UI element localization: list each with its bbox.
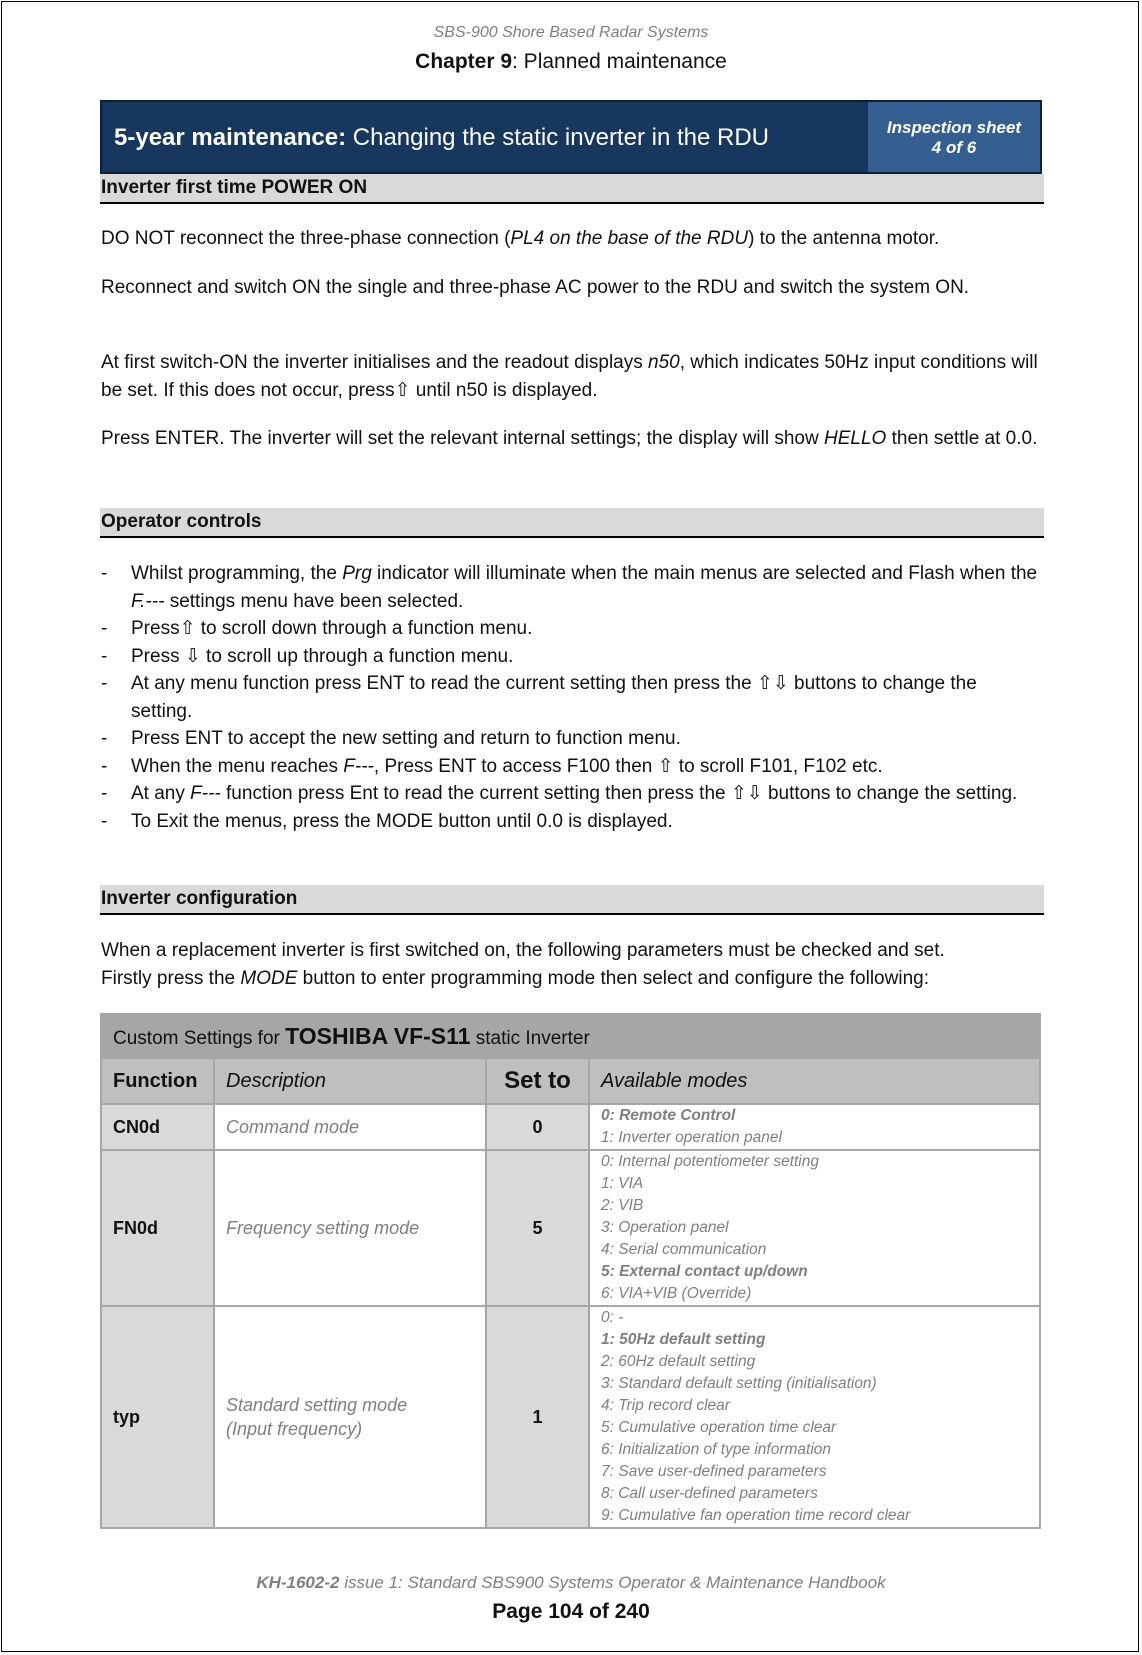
list-dash: - (101, 728, 108, 749)
list-item (101, 643, 1041, 671)
description-line: Standard setting mode (226, 1395, 408, 1415)
mode-option: 6: Initialization of type information (601, 1441, 832, 1458)
table-row (101, 1104, 1040, 1150)
title-banner (100, 100, 1042, 174)
paragraph-first-switch-on (101, 349, 1041, 405)
mode-option: 1: Inverter operation panel (601, 1129, 782, 1146)
text-segment: At any (131, 783, 191, 804)
cell-description: Command mode (214, 1104, 486, 1150)
cell-available-modes (589, 1306, 1040, 1528)
cell-description (214, 1306, 486, 1528)
text-italic: n50 (648, 352, 680, 373)
cell-set-to: 0 (486, 1104, 589, 1150)
text-segment: Whilst programming, the (131, 563, 343, 584)
text-segment: Press ENT to accept the new setting and return to function menu. (131, 728, 681, 749)
text-segment: indicator will illuminate when the main menus are selected and Flash when the (371, 563, 1038, 584)
section-heading-inverter-configuration: Inverter configuration (100, 885, 1044, 915)
column-header-description: Description (214, 1058, 486, 1104)
section-heading-power-on: Inverter first time POWER ON (100, 174, 1044, 204)
text-segment: At any menu function press ENT to read the current setting then press the ⇧⇩ buttons to change the setting. (131, 673, 977, 722)
text-line: When a replacement inverter is first switched on, the following parameters must be checked and set. (101, 940, 945, 961)
list-item (101, 753, 1041, 781)
inspection-sheet-label: Inspection sheet (886, 118, 1022, 137)
mode-option: 1: VIA (601, 1175, 644, 1192)
column-header-available-modes: Available modes (589, 1058, 1040, 1104)
mode-option: 4: Trip record clear (601, 1397, 730, 1414)
mode-option-selected: 1: 50Hz default setting (601, 1331, 766, 1348)
mode-option: 0: - (601, 1309, 624, 1326)
list-dash: - (101, 645, 108, 667)
footer-page-number: Page 104 of 240 (492, 1600, 650, 1623)
table-row (101, 1306, 1040, 1528)
mode-option: 5: Cumulative operation time clear (601, 1419, 837, 1436)
text-italic: PL4 on the base of the RDU (510, 228, 749, 249)
mode-option: 0: Internal potentiometer setting (601, 1153, 819, 1170)
text-italic: F--- (190, 783, 221, 804)
table-row (101, 1150, 1040, 1306)
footer-doc-number: KH-1602-2 (256, 1573, 340, 1592)
section-heading-operator-controls: Operator controls (100, 508, 1044, 538)
mode-option: 8: Call user-defined parameters (601, 1485, 818, 1502)
text-italic: MODE (240, 968, 298, 989)
list-item (101, 670, 1041, 725)
list-dash: - (101, 755, 108, 777)
mode-option: 9: Cumulative fan operation time record clear (601, 1507, 911, 1524)
text-segment: , which indicates 50Hz input conditions will be set. If this does not occur, press⇧ until n50 is displayed. (101, 352, 1038, 401)
list-item (101, 780, 1041, 808)
list-item (101, 615, 1041, 643)
custom-settings-table (100, 1013, 1041, 1529)
inspection-sheet-number: 4 of 6 (931, 138, 977, 157)
table-title-row (101, 1014, 1040, 1058)
cell-function: typ (101, 1306, 214, 1528)
text-segment: , Press ENT to access F100 then ⇧ to scroll F101, F102 etc. (373, 755, 883, 777)
text-segment: function press Ent to read the current setting then press the ⇧⇩ buttons to change the setting. (220, 783, 1018, 804)
banner-title-text: Changing the static inverter in the RDU (346, 124, 769, 151)
table-title (101, 1014, 1040, 1058)
table-header-row (101, 1058, 1040, 1104)
text-segment: Custom Settings for (113, 1027, 286, 1049)
mode-option: 7: Save user-defined parameters (601, 1463, 827, 1480)
header-chapter (0, 50, 1142, 74)
mode-option: 6: VIA+VIB (Override) (601, 1285, 752, 1302)
text-segment: Press⇧ to scroll down through a function menu. (131, 618, 533, 639)
text-italic: HELLO (824, 428, 887, 449)
list-dash: - (101, 563, 108, 584)
list-dash: - (101, 810, 108, 832)
mode-option-selected: 5: External contact up/down (601, 1263, 808, 1280)
text-segment: static Inverter (470, 1027, 590, 1049)
text-italic: F.--- (131, 590, 165, 612)
list-dash: - (101, 783, 108, 804)
list-item (101, 725, 1041, 753)
column-header-set-to: Set to (486, 1058, 589, 1104)
text-segment: Firstly press the (101, 968, 241, 989)
text-line (101, 965, 1041, 993)
mode-option: 4: Serial communication (601, 1241, 767, 1258)
inspection-sheet-badge (868, 102, 1040, 172)
header-system: SBS-900 Shore Based Radar Systems (433, 24, 709, 41)
mode-option-selected: 0: Remote Control (601, 1107, 736, 1124)
text-segment: DO NOT reconnect the three-phase connection ( (101, 228, 511, 249)
cell-available-modes (589, 1150, 1040, 1306)
cell-set-to: 1 (486, 1306, 589, 1528)
text-segment: button to enter programming mode then select and configure the following: (297, 968, 929, 989)
column-header-function: Function (101, 1058, 214, 1104)
text-segment: When the menu reaches (131, 755, 344, 777)
paragraph-reconnect-power: Reconnect and switch ON the single and three-phase AC power to the RDU and switch the system ON. (101, 277, 970, 298)
list-dash: - (101, 618, 108, 639)
cell-set-to: 5 (486, 1150, 589, 1306)
cell-available-modes (589, 1104, 1040, 1150)
text-segment: To Exit the menus, press the MODE button until 0.0 is displayed. (131, 810, 673, 832)
text-segment: Press ENTER. The inverter will set the relevant internal settings; the display will show (101, 428, 825, 449)
list-dash: - (101, 673, 108, 694)
mode-option: 2: 60Hz default setting (601, 1353, 756, 1370)
banner-title (114, 124, 769, 152)
text-segment: settings menu have been selected. (164, 590, 464, 612)
paragraph-press-enter (101, 425, 1041, 453)
operator-controls-list (101, 560, 1041, 835)
mode-option: 3: Operation panel (601, 1219, 729, 1236)
description-line: (Input frequency) (226, 1419, 363, 1439)
mode-option: 3: Standard default setting (initialisation) (601, 1375, 877, 1392)
text-segment: Press ⇩ to scroll up through a function menu. (131, 645, 514, 667)
banner-title-bold: 5-year maintenance: (114, 124, 347, 151)
text-bold: TOSHIBA VF-S11 (285, 1022, 471, 1049)
text-italic: Prg (342, 563, 372, 584)
list-item (101, 808, 1041, 836)
text-italic: F--- (343, 755, 374, 777)
mode-option: 2: VIB (601, 1197, 644, 1214)
chapter-label: Chapter 9 (415, 50, 513, 73)
cell-description: Frequency setting mode (214, 1150, 486, 1306)
cell-function: CN0d (101, 1104, 214, 1150)
footer-doc-title: issue 1: Standard SBS900 Systems Operator & Maintenance Handbook (339, 1573, 886, 1592)
list-item (101, 560, 1041, 615)
paragraph-reconnect-warning (101, 225, 1041, 253)
text-segment: ) to the antenna motor. (748, 228, 940, 249)
footer-document-id (0, 1573, 1142, 1593)
text-segment: then settle at 0.0. (886, 428, 1038, 449)
cell-function: FN0d (101, 1150, 214, 1306)
chapter-title: : Planned maintenance (512, 50, 727, 73)
paragraph-config-intro (101, 937, 1041, 993)
text-segment: At first switch-ON the inverter initialises and the readout displays (101, 352, 649, 373)
